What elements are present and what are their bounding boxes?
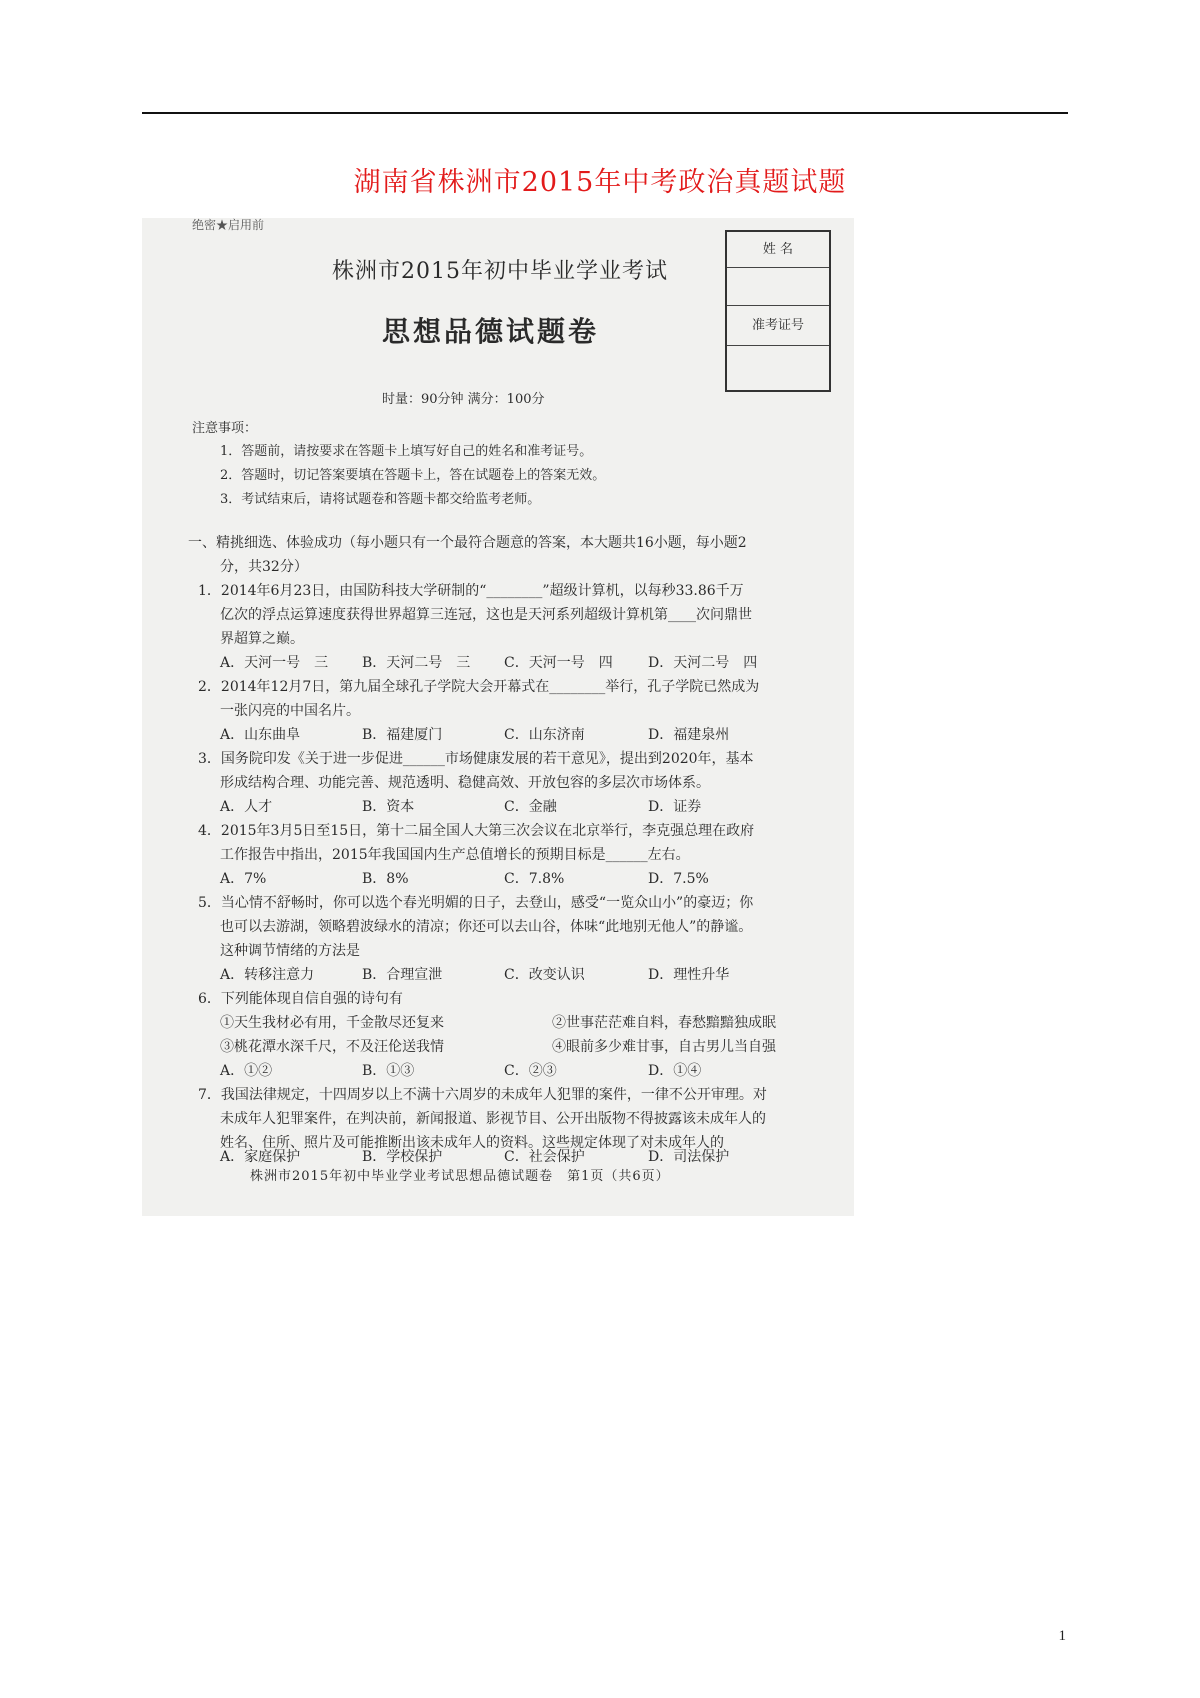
answer-option: D．司法保护 bbox=[648, 1149, 730, 1165]
question-line: 6．下列能体现自信自强的诗句有 bbox=[198, 991, 403, 1007]
question-line: 也可以去游湖，领略碧波绿水的清凉；你还可以去山谷，体味“此地别无他人”的静谧。 bbox=[220, 919, 753, 935]
question-line: 3．国务院印发《关于进一步促进______市场健康发展的若干意见》，提出到2020年，基本 bbox=[198, 751, 754, 767]
answer-option: C．社会保护 bbox=[504, 1149, 585, 1165]
answer-option: B．①③ bbox=[362, 1063, 415, 1079]
answer-option: A．①② bbox=[220, 1063, 273, 1079]
question-line: 1．2014年6月23日，由国防科技大学研制的“________”超级计算机，以每秒33.86千万 bbox=[198, 583, 744, 599]
name-field bbox=[727, 268, 829, 306]
answer-option: D．福建泉州 bbox=[648, 727, 730, 743]
answer-option: A．7% bbox=[220, 871, 267, 887]
answer-option: B．合理宣泄 bbox=[362, 967, 443, 983]
answer-option: A．山东曲阜 bbox=[220, 727, 301, 743]
section-heading: 一、精挑细选、体验成功（每小题只有一个最符合题意的答案，本大题共16小题，每小题2 bbox=[188, 535, 747, 551]
question-line: 工作报告中指出，2015年我国国内生产总值增长的预期目标是______左右。 bbox=[220, 847, 690, 863]
poem-line: ③桃花潭水深千尺，不及汪伦送我情 bbox=[220, 1039, 444, 1055]
answer-option: A．人才 bbox=[220, 799, 273, 815]
question-line: 这种调节情绪的方法是 bbox=[220, 943, 360, 959]
question-line: 姓名、住所、照片及可能推断出该未成年人的资料。这些规定体现了对未成年人的 bbox=[220, 1135, 724, 1151]
poem-line: ④眼前多少难甘事，自古男儿当自强 bbox=[552, 1039, 776, 1055]
question-line: 未成年人犯罪案件，在判决前，新闻报道、影视节目、公开出版物不得披露该未成年人的 bbox=[220, 1111, 766, 1127]
answer-option: B．资本 bbox=[362, 799, 415, 815]
answer-option: D．理性升华 bbox=[648, 967, 730, 983]
name-label: 姓 名 bbox=[727, 232, 829, 268]
exam-title: 株洲市2015年初中毕业学业考试 bbox=[332, 259, 668, 284]
question-line: 5．当心情不舒畅时，你可以选个春光明媚的日子，去登山，感受“一览众山小”的豪迈；你 bbox=[198, 895, 754, 911]
poem-line: ①天生我材必有用，千金散尽还复来 bbox=[220, 1015, 444, 1031]
candidate-info-box bbox=[725, 230, 831, 392]
answer-option: A．天河一号 三 bbox=[220, 655, 329, 671]
poem-line: ②世事茫茫难自料，春愁黯黯独成眠 bbox=[552, 1015, 776, 1031]
scanned-exam-page bbox=[142, 218, 854, 1216]
document-title: 湖南省株洲市2015年中考政治真题试题 bbox=[353, 167, 847, 198]
answer-option: D．天河二号 四 bbox=[648, 655, 758, 671]
section-heading: 分，共32分） bbox=[220, 559, 308, 575]
answer-option: B．天河二号 三 bbox=[362, 655, 471, 671]
page-number: 1 bbox=[1058, 1628, 1066, 1644]
answer-option: C．7.8% bbox=[504, 871, 565, 887]
answer-option: C．改变认识 bbox=[504, 967, 585, 983]
answer-option: A．转移注意力 bbox=[220, 967, 315, 983]
answer-option: B．学校保护 bbox=[362, 1149, 443, 1165]
question-line: 一张闪亮的中国名片。 bbox=[220, 703, 360, 719]
note-item: 3．考试结束后，请将试题卷和答题卡都交给监考老师。 bbox=[220, 492, 541, 507]
answer-option: C．金融 bbox=[504, 799, 557, 815]
answer-option: D．证券 bbox=[648, 799, 702, 815]
answer-option: C．②③ bbox=[504, 1063, 557, 1079]
question-line: 7．我国法律规定，十四周岁以上不满十六周岁的未成年人犯罪的案件，一律不公开审理。对 bbox=[198, 1087, 767, 1103]
answer-option: B．8% bbox=[362, 871, 409, 887]
answer-option: A．家庭保护 bbox=[220, 1149, 301, 1165]
confidential-stamp: 绝密★启用前 bbox=[192, 218, 265, 232]
answer-option: C．山东济南 bbox=[504, 727, 585, 743]
exam-id-field bbox=[727, 346, 829, 390]
paper-title: 思想品德试题卷 bbox=[382, 315, 600, 348]
scan-footer: 株洲市2015年初中毕业学业考试思想品德试题卷 第1页（共6页） bbox=[250, 1169, 670, 1184]
note-item: 1．答题前，请按要求在答题卡上填写好自己的姓名和准考证号。 bbox=[220, 444, 593, 459]
question-line: 2．2014年12月7日，第九届全球孔子学院大会开幕式在________举行，孔子学院已然成为 bbox=[198, 679, 760, 695]
exam-id-label: 准考证号 bbox=[727, 306, 829, 346]
header-rule bbox=[142, 112, 1068, 114]
notes-header: 注意事项： bbox=[192, 421, 258, 436]
answer-option: C．天河一号 四 bbox=[504, 655, 613, 671]
answer-option: D．7.5% bbox=[648, 871, 709, 887]
question-line: 亿次的浮点运算速度获得世界超算三连冠，这也是天河系列超级计算机第____次问鼎世 bbox=[220, 607, 752, 623]
answer-option: D．①④ bbox=[648, 1063, 702, 1079]
note-item: 2．答题时，切记答案要填在答题卡上，答在试题卷上的答案无效。 bbox=[220, 468, 606, 483]
exam-timing: 时量：90分钟 满分：100分 bbox=[382, 392, 545, 407]
question-line: 形成结构合理、功能完善、规范透明、稳健高效、开放包容的多层次市场体系。 bbox=[220, 775, 710, 791]
question-line: 界超算之巅。 bbox=[220, 631, 304, 647]
question-line: 4．2015年3月5日至15日，第十二届全国人大第三次会议在北京举行，李克强总理在政府 bbox=[198, 823, 755, 839]
answer-option: B．福建厦门 bbox=[362, 727, 443, 743]
